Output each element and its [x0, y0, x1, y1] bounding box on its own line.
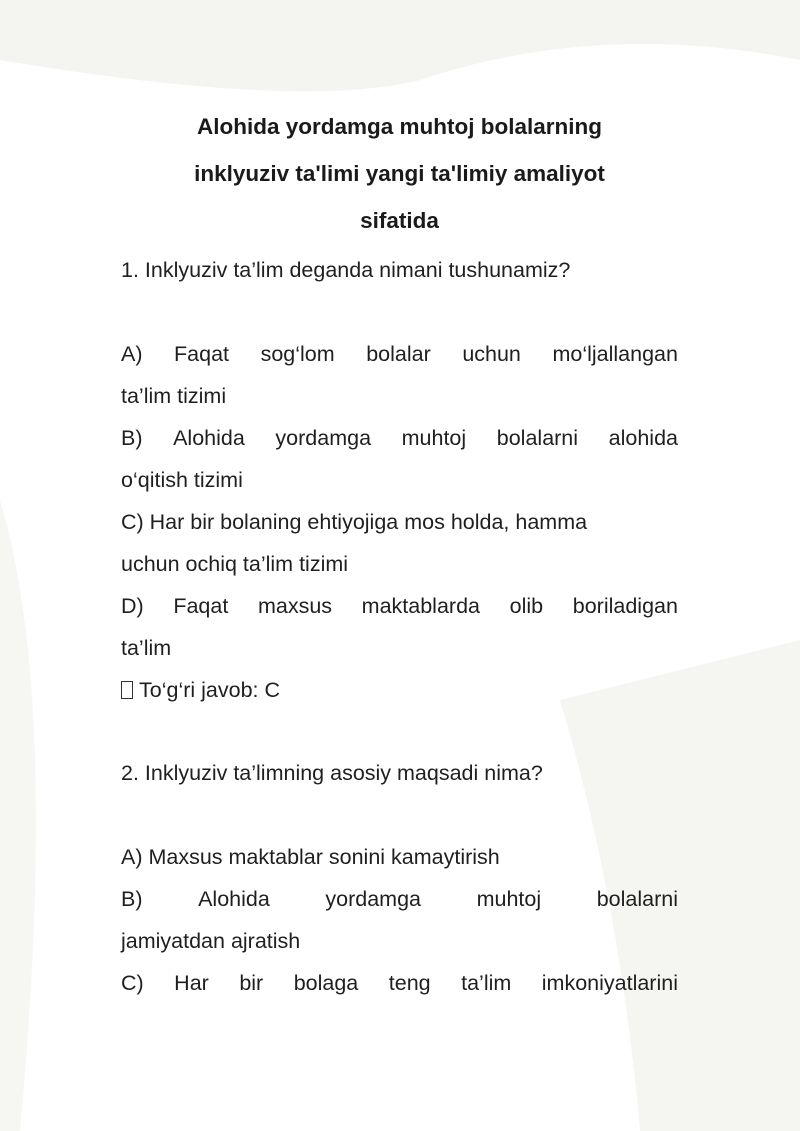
q2-option-c-line-1 — [121, 962, 678, 1004]
word: ta’lim — [461, 971, 512, 995]
word: B) — [121, 426, 143, 450]
word: Faqat — [174, 342, 230, 366]
word: mo‘ljallangan — [552, 342, 678, 366]
word: B) — [121, 887, 143, 911]
title-line-1: Alohida yordamga muhtoj bolalarning — [196, 114, 603, 139]
q1-option-a-line-2: ta’lim tizimi — [121, 384, 227, 408]
word: bolalarni — [596, 887, 678, 911]
word: uchun — [462, 342, 521, 366]
word: A) — [121, 342, 143, 366]
q2-option-a-line-1: A) Maxsus maktablar sonini kamaytirish — [121, 845, 500, 869]
document-title — [121, 103, 678, 244]
word: imkoniyatlarini — [541, 971, 678, 995]
word: boriladigan — [572, 594, 678, 618]
word: yordamga — [325, 887, 421, 911]
q1-option-a-line-1 — [121, 333, 678, 375]
word: maxsus — [257, 594, 333, 618]
q1-option-d-line-1 — [121, 585, 678, 627]
word: muhtoj — [401, 426, 467, 450]
title-line-2: inklyuziv ta'limi yangi ta'limiy amaliyot — [194, 161, 605, 186]
word: yordamga — [275, 426, 372, 450]
q1-option-d-line-2: ta’lim — [121, 636, 172, 660]
word: alohida — [608, 426, 678, 450]
question-2-text: 2. Inklyuziv ta’limning asosiy maqsadi nima? — [121, 761, 543, 785]
q1-option-b-line-1 — [121, 417, 678, 459]
word: Alohida — [173, 426, 245, 450]
q1-option-b-line-2: o‘qitish tizimi — [121, 468, 243, 492]
word: bolalar — [366, 342, 431, 366]
q2-option-b-line-2: jamiyatdan ajratish — [121, 929, 301, 953]
word: muhtoj — [476, 887, 542, 911]
q1-answer — [121, 669, 678, 711]
word: Faqat — [173, 594, 229, 618]
q2-option-b-line-1 — [121, 878, 678, 920]
word: olib — [509, 594, 544, 618]
word: Har — [174, 971, 209, 995]
word: maktablarda — [361, 594, 480, 618]
word: D) — [121, 594, 144, 618]
q1-option-c-line-2: uchun ochiq ta’lim tizimi — [121, 552, 349, 576]
q1-answer-text: To‘g‘ri javob: C — [139, 678, 280, 702]
word: C) — [121, 971, 144, 995]
q1-option-c-line-1: C) Har bir bolaning ehtiyojiga mos holda, hamma — [121, 510, 588, 534]
word: bolalarni — [496, 426, 579, 450]
question-1-text: 1. Inklyuziv ta’lim deganda nimani tushunamiz? — [121, 258, 571, 282]
word: Alohida — [198, 887, 270, 911]
word: teng — [388, 971, 431, 995]
missing-glyph-icon — [121, 681, 133, 699]
title-line-3: sifatida — [360, 208, 439, 233]
word: bolaga — [293, 971, 359, 995]
word: bir — [239, 971, 264, 995]
word: sog‘lom — [260, 342, 335, 366]
